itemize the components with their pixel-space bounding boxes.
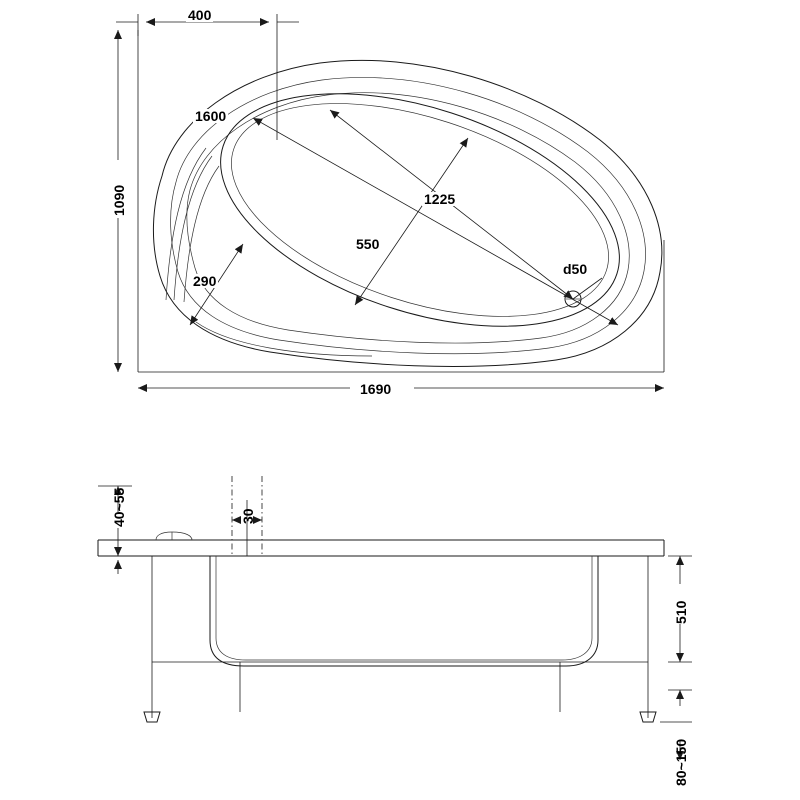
dim-rim-40-55: 40~55 <box>111 487 127 527</box>
front-view-group <box>98 476 692 760</box>
dim-lip-30: 30 <box>240 508 256 524</box>
dim-side-offset-290: 290 <box>193 273 217 289</box>
dim-inner-length-1600: 1600 <box>195 108 227 124</box>
dim-overall-1690: 1690 <box>360 381 392 397</box>
top-view-group <box>116 14 664 388</box>
dim-drain-d50: d50 <box>563 261 588 277</box>
dim-diagonal-1225: 1225 <box>424 191 456 207</box>
dim-body-depth-510: 510 <box>673 600 689 624</box>
dim-height-1090-label: 1090 <box>111 184 127 216</box>
dim-offset-400: 400 <box>188 7 212 23</box>
dim-inner-width-550: 550 <box>356 236 380 252</box>
dim-leg-height-80-150: 80~150 <box>673 738 689 786</box>
